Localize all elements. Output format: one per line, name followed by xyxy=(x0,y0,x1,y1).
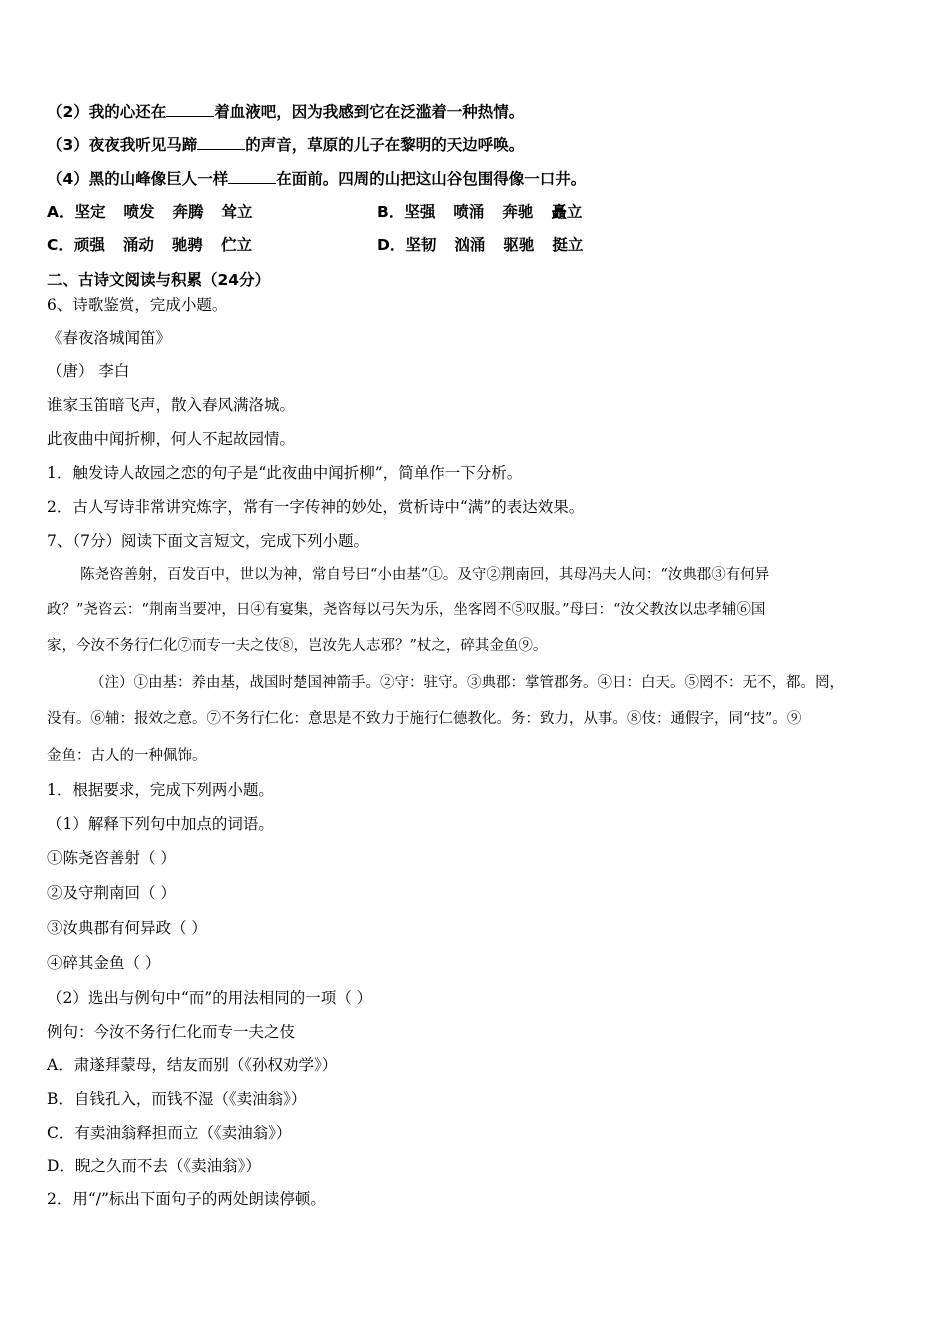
question-sentence-2 xyxy=(47,102,524,122)
blank-item: ①陈尧咨善射（ ） xyxy=(47,849,176,867)
question-sentence-4 xyxy=(47,169,586,189)
word: 坚韧 xyxy=(405,236,437,254)
note-line: 金鱼：古人的一种佩饰。 xyxy=(47,748,207,764)
option-c xyxy=(47,235,270,255)
note-line: 没有。⑥辅：报效之意。⑦不务行仁化：意思是不致力于施行仁德教化。务：致力，从事。⑧伎：通假字，同“技”。⑨ xyxy=(47,711,802,727)
word: 驰骋 xyxy=(171,236,203,254)
question-sentence-3 xyxy=(47,135,524,155)
word: 汹涌 xyxy=(454,236,486,254)
blank-item: ②及守荆南回（ ） xyxy=(47,884,176,902)
choice-d: D．睨之久而不去（《卖油翁》） xyxy=(47,1157,261,1175)
example-sentence: 例句：今汝不务行仁化而专一夫之伎 xyxy=(47,1023,296,1041)
question-7: 7、（7分）阅读下面文言短文，完成下列小题。 xyxy=(47,532,369,550)
choice-b: B．自钱孔入，而钱不湿（《卖油翁》） xyxy=(47,1090,307,1108)
sub-question: 1．触发诗人故园之恋的句子是“此夜曲中闻折柳”，简单作一下分析。 xyxy=(47,464,523,482)
poem-line: 此夜曲中闻折柳，何人不起故园情。 xyxy=(47,430,296,448)
word: 驱驰 xyxy=(503,236,535,254)
answer-blank xyxy=(228,169,276,184)
choice-a: A．肃遂拜蒙母，结友而别（《孙权劝学》） xyxy=(47,1056,338,1074)
word: 顽强 xyxy=(73,236,105,254)
option-label: D． xyxy=(377,236,406,254)
text: （4）黑的山峰像巨人一样 xyxy=(47,170,229,188)
word: 耸立 xyxy=(221,203,253,221)
word: 奔腾 xyxy=(172,203,204,221)
sub-question: 2．古人写诗非常讲究炼字，常有一字传神的妙处，赏析诗中“满”的表达效果。 xyxy=(47,498,585,516)
option-a xyxy=(47,202,271,222)
answer-blank xyxy=(166,102,214,117)
word: 坚定 xyxy=(74,203,106,221)
sub-question: 1．根据要求，完成下列两小题。 xyxy=(47,781,274,799)
poem-line: 谁家玉笛暗飞声，散入春风满洛城。 xyxy=(47,396,296,414)
answer-blank xyxy=(197,135,245,150)
passage-line: 家，今汝不务行仁化⑦而专一夫之伎⑧，岂汝先人志邪？”杖之，碎其金鱼⑨。 xyxy=(47,638,548,654)
word: 矗立 xyxy=(551,203,583,221)
text: 的声音，草原的儿子在黎明的天边呼唤。 xyxy=(245,136,525,154)
sub-question: （2）选出与例句中“而”的用法相同的一项（ ） xyxy=(47,989,373,1007)
option-d xyxy=(377,235,601,255)
sub-question: （1）解释下列句中加点的词语。 xyxy=(47,815,274,833)
word: 坚强 xyxy=(404,203,436,221)
choice-c: C．有卖油翁释担而立（《卖油翁》） xyxy=(47,1124,292,1142)
option-label: A． xyxy=(47,203,75,221)
blank-item: ③汝典郡有何异政（ ） xyxy=(47,919,207,937)
text: （2）我的心还在 xyxy=(47,103,167,121)
text: 着血液吧，因为我感到它在泛滥着一种热情。 xyxy=(214,103,525,121)
passage-line: 陈尧咨善射，百发百中，世以为神，常自号曰“小由基”①。及守②荆南回，其母冯夫人问：“汝典郡③有何异 xyxy=(80,567,770,583)
option-label: C． xyxy=(47,236,74,254)
text: （3）夜夜我听见马蹄 xyxy=(47,136,198,154)
word: 涌动 xyxy=(122,236,154,254)
word: 喷发 xyxy=(123,203,155,221)
sub-question: 2．用“/”标出下面句子的两处朗读停顿。 xyxy=(47,1190,326,1208)
passage-line: 政？”尧咨云：“荆南当要冲，日④有宴集，尧咨每以弓矢为乐，坐客罔不⑤叹服。”母曰：“汝父教汝以忠孝辅⑥国 xyxy=(47,602,766,618)
word: 伫立 xyxy=(220,236,252,254)
option-b xyxy=(377,202,600,222)
poem-title: 《春夜洛城闻笛》 xyxy=(47,329,172,347)
text: 在面前。四周的山把这山谷包围得像一口井。 xyxy=(276,170,587,188)
poem-author: （唐） 李白 xyxy=(47,362,130,380)
option-label: B． xyxy=(377,203,405,221)
note-line: （注）①由基：养由基，战国时楚国神箭手。②守：驻守。③典郡：掌管郡务。④日：白天。⑤罔不：无不，都。罔， xyxy=(90,675,844,691)
word: 挺立 xyxy=(552,236,584,254)
word: 奔驰 xyxy=(502,203,534,221)
word: 喷涌 xyxy=(453,203,485,221)
question-6: 6、诗歌鉴赏，完成小题。 xyxy=(47,296,228,314)
section-heading: 二、古诗文阅读与积累（24分） xyxy=(47,271,271,289)
blank-item: ④碎其金鱼（ ） xyxy=(47,954,161,972)
